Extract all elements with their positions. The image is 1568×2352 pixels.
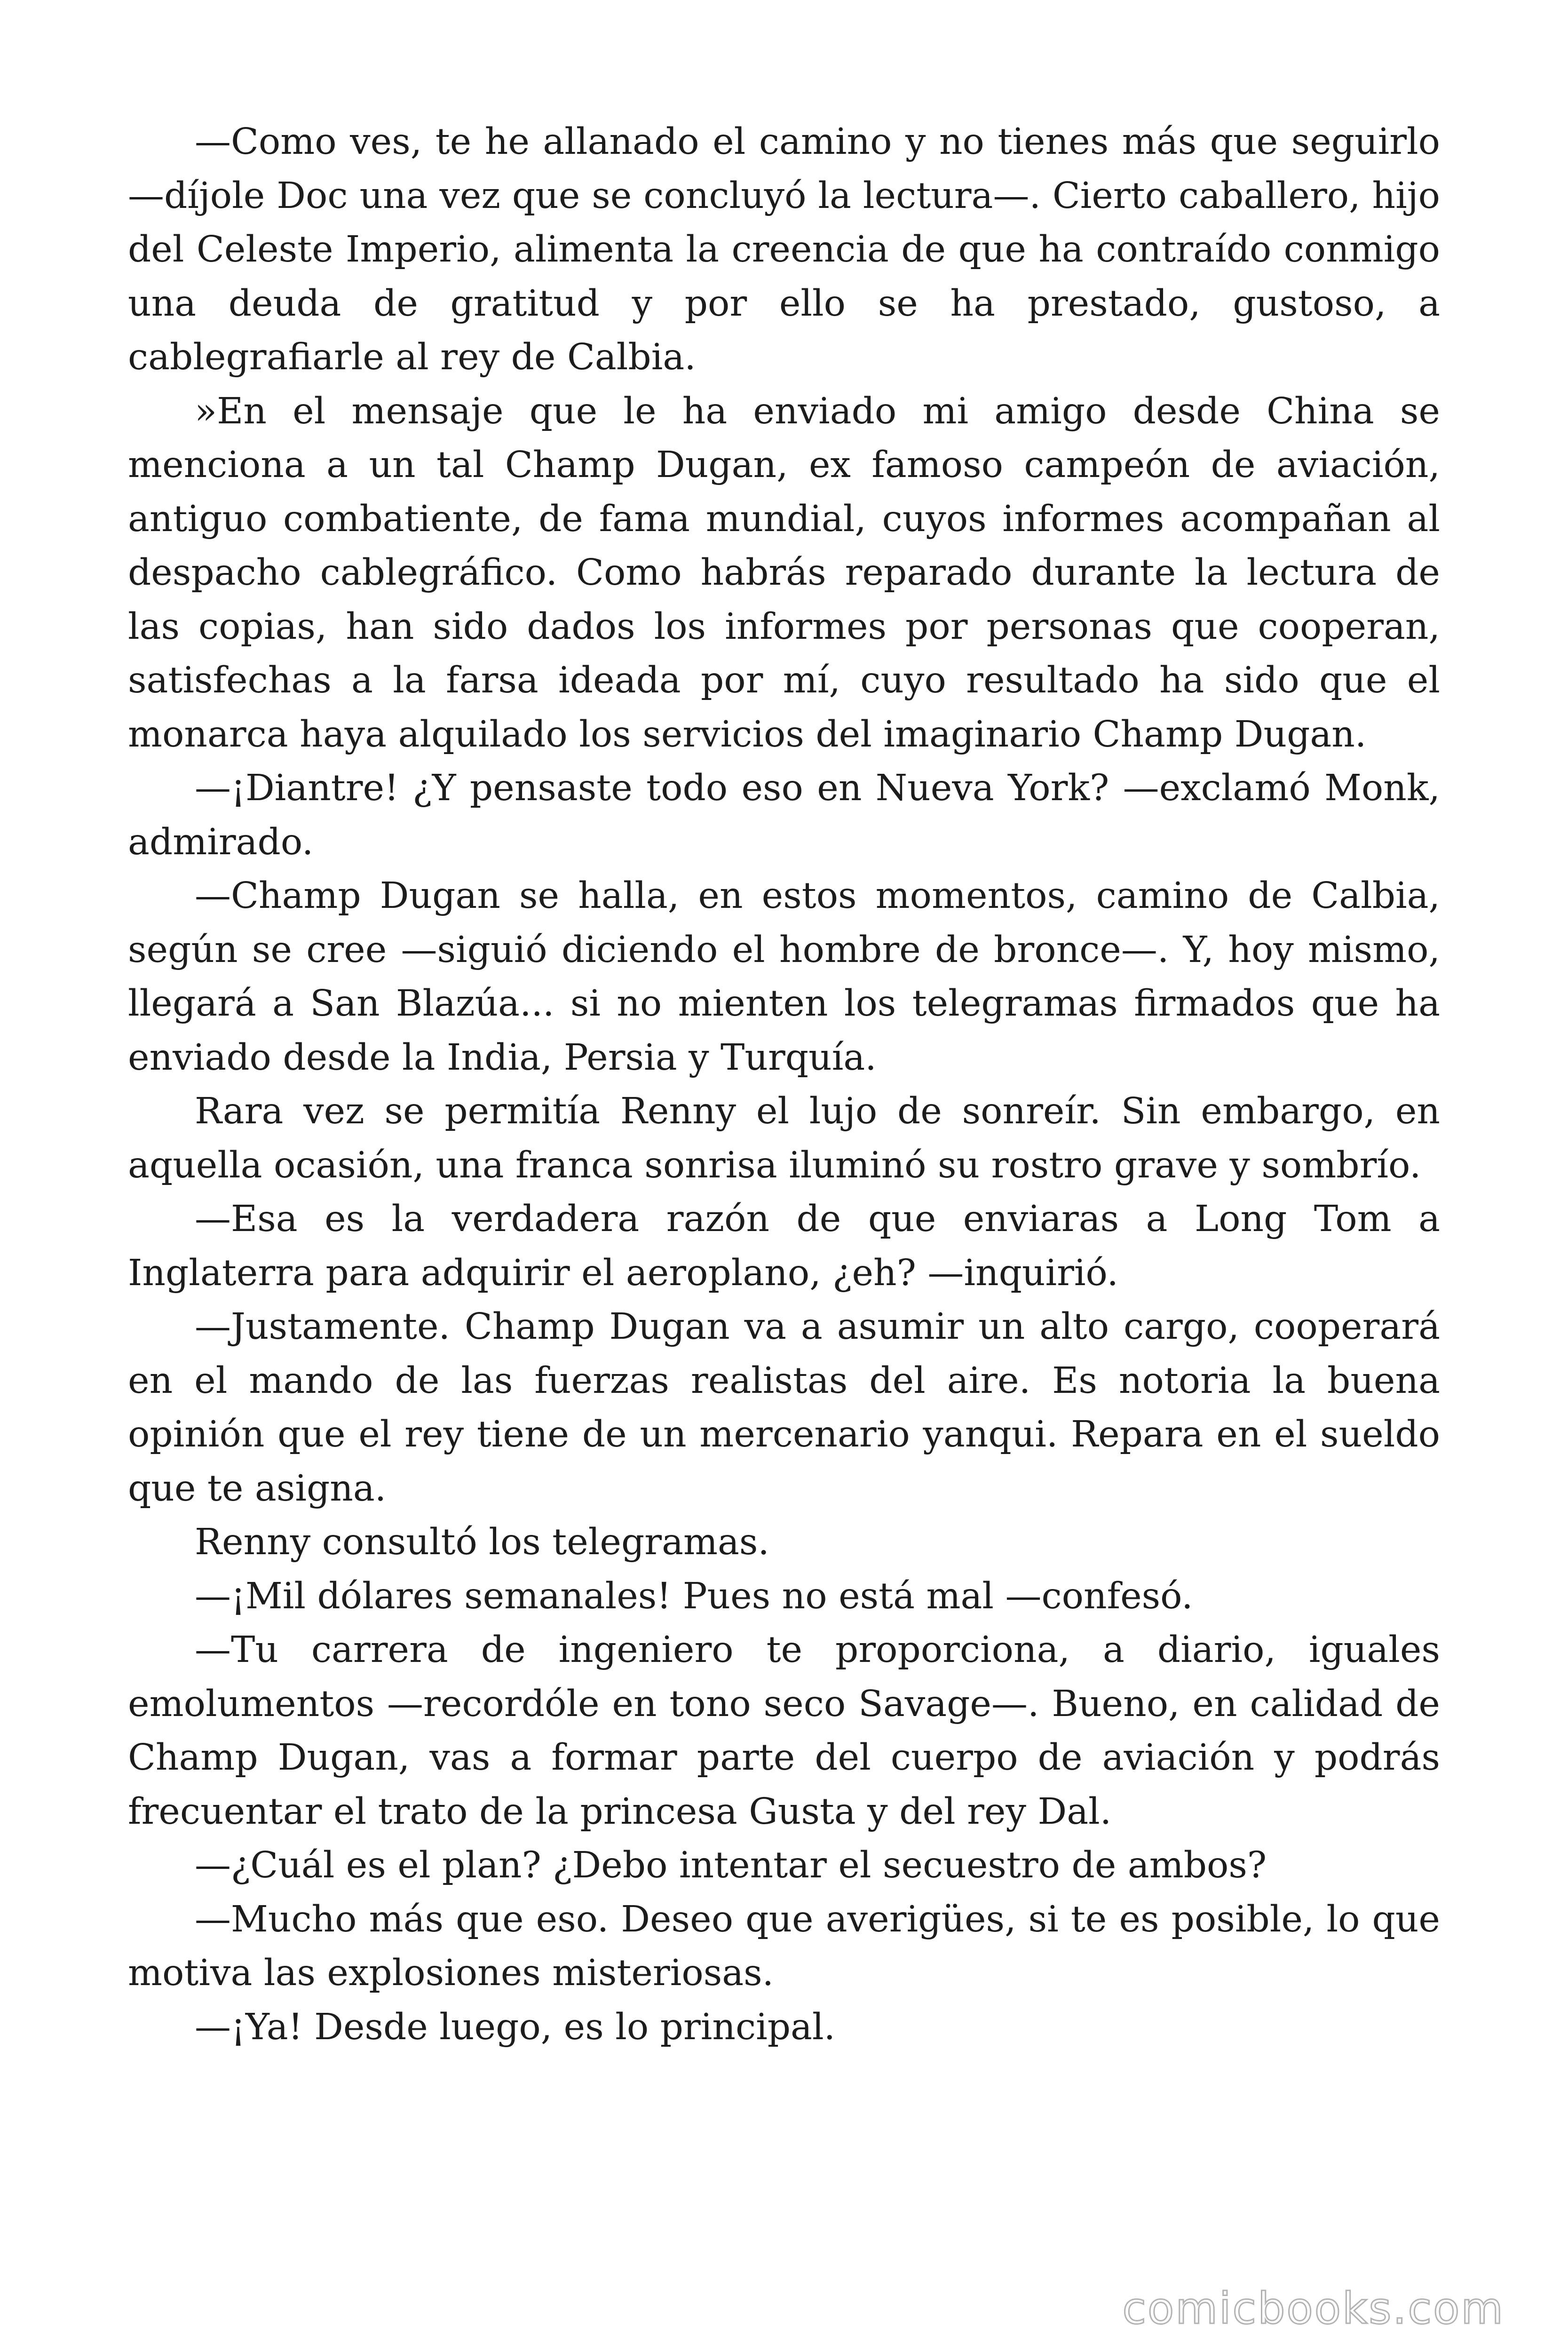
paragraph: —Tu carrera de ingeniero te proporciona, a diario, iguales emolumentos —recordóle en tono seco Savage—. Bueno, en calidad de Champ Dugan, vas a formar parte del cuerpo de aviación y podrás frecuentar el trato de la princesa Gusta y del rey Dal. bbox=[128, 1629, 1440, 1833]
paragraph: —Mucho más que eso. Deseo que averigües, si te es posible, lo que motiva las explosiones misteriosas. bbox=[128, 1898, 1440, 1994]
paragraph: —Justamente. Champ Dugan va a asumir un alto cargo, cooperará en el mando de las fuerzas realistas del aire. Es notoria la buena opinión que el rey tiene de un mercenario yanqui. Repara en el sueldo que te asigna. bbox=[128, 1306, 1440, 1510]
paragraph: —Esa es la verdadera razón de que enviaras a Long Tom a Inglaterra para adquirir el aeroplano, ¿eh? —inquirió. bbox=[128, 1198, 1440, 1294]
paragraph: —¿Cuál es el plan? ¿Debo intentar el secuestro de ambos? bbox=[195, 1844, 1267, 1886]
paragraph: —Como ves, te he allanado el camino y no tienes más que seguirlo —díjole Doc una vez que se concluyó la lectura—. Cierto caballero, hijo del Celeste Imperio, alimenta la creencia de que ha contraído conmigo una deuda de gratitud y por ello se ha prestado, gustoso, a cablegrafiarle al rey de Calbia. bbox=[128, 121, 1440, 378]
paragraph: Renny consultó los telegramas. bbox=[195, 1521, 769, 1563]
paragraph: —Champ Dugan se halla, en estos momentos, camino de Calbia, según se cree —siguió diciendo el hombre de bronce—. Y, hoy mismo, llegará a San Blazúa... si no mienten los telegramas firmados que ha enviado desde la India, Persia y Turquía. bbox=[128, 875, 1440, 1079]
paragraph: —¡Ya! Desde luego, es lo principal. bbox=[195, 2006, 836, 2048]
paragraph: »En el mensaje que le ha enviado mi amigo desde China se menciona a un tal Champ Dugan, ex famoso campeón de aviación, antiguo combatiente, de fama mundial, cuyos informes acompañan al despacho cablegráfico. Como habrás reparado durante la lectura de las copias, han sido dados los informes por personas que cooperan, satisfechas a la farsa ideada por mí, cuyo resultado ha sido que el monarca haya alquilado los servicios del imaginario Champ Dugan. bbox=[128, 390, 1440, 755]
paragraph: —¡Diantre! ¿Y pensaste todo eso en Nueva York? —exclamó Monk, admirado. bbox=[128, 767, 1440, 863]
watermark: comicbooks.com bbox=[1122, 2283, 1505, 2334]
paragraph: Rara vez se permitía Renny el lujo de sonreír. Sin embargo, en aquella ocasión, una franca sonrisa iluminó su rostro grave y sombrío. bbox=[128, 1090, 1440, 1186]
page-text bbox=[128, 115, 1440, 2054]
paragraph: —¡Mil dólares semanales! Pues no está mal —confesó. bbox=[195, 1575, 1193, 1617]
